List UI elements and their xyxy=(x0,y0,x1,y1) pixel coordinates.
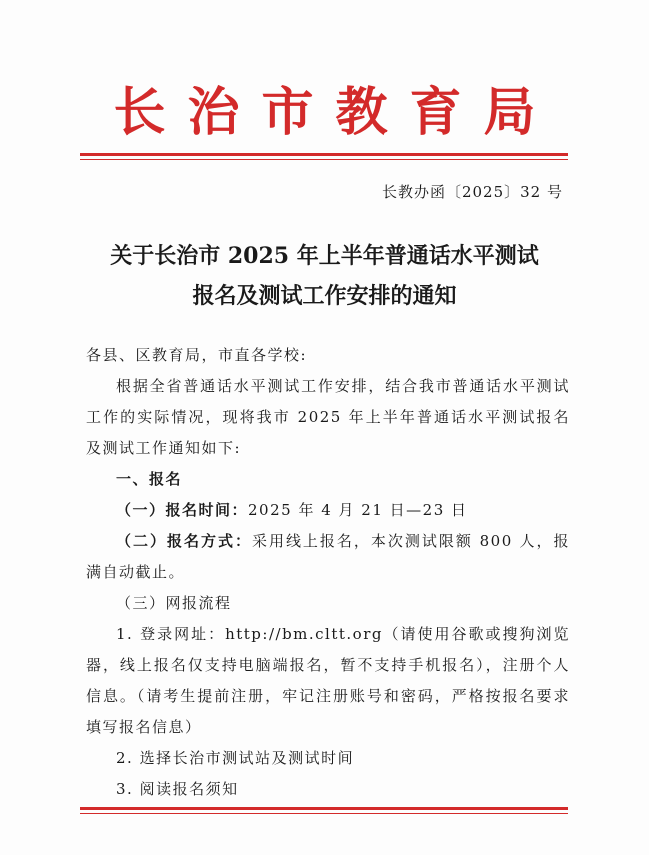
document-title xyxy=(0,236,649,316)
item-registration-time xyxy=(86,495,570,526)
process-step-2: 2. 选择长治市测试站及测试时间 xyxy=(116,749,355,767)
section-heading-registration: 一、报名 xyxy=(116,470,183,488)
document-title-line-2: 报名及测试工作安排的通知 xyxy=(192,283,457,309)
document-number: 长教办函〔2025〕32 号 xyxy=(381,183,563,201)
process-step-3: 3. 阅读报名须知 xyxy=(116,780,239,798)
item-registration-time-head: （一）报名时间： xyxy=(116,501,249,519)
item-registration-method-head: （二）报名方式： xyxy=(116,532,252,550)
document-title-line-1: 关于长治市 2025 年上半年普通话水平测试 xyxy=(110,243,539,269)
item-registration-method-text: 采用线上报名，本次测试限额 800 人，报满自动截止。 xyxy=(86,532,570,581)
footer-rule-thin xyxy=(80,813,568,814)
item-online-process-head: （三）网报流程 xyxy=(116,594,232,612)
footer-rule-thick xyxy=(80,807,568,810)
document-body xyxy=(86,340,570,805)
letterhead-rule-thick xyxy=(80,153,568,156)
item-registration-time-text: 2025 年 4 月 21 日—23 日 xyxy=(248,501,468,519)
letterhead-rule-thin xyxy=(80,159,568,160)
intro-paragraph: 根据全省普通话水平测试工作安排，结合我市普通话水平测试工作的实际情况，现将我市 2025 年上半年普通话水平测试报名及测试工作通知如下: xyxy=(86,377,570,457)
item-registration-method xyxy=(86,526,570,588)
process-step-1: 1. 登录网址：http://bm.cltt.org（请使用谷歌或搜狗浏览器，线上报名仅支持电脑端报名，暂不支持手机报名），注册个人信息。（请考生提前注册，牢记注册账号和密码，严格按报名要求填写报名信息） xyxy=(86,625,570,736)
letterhead-issuer: 长治市教育局 xyxy=(113,82,558,143)
salutation: 各县、区教育局，市直各学校: xyxy=(86,346,308,364)
